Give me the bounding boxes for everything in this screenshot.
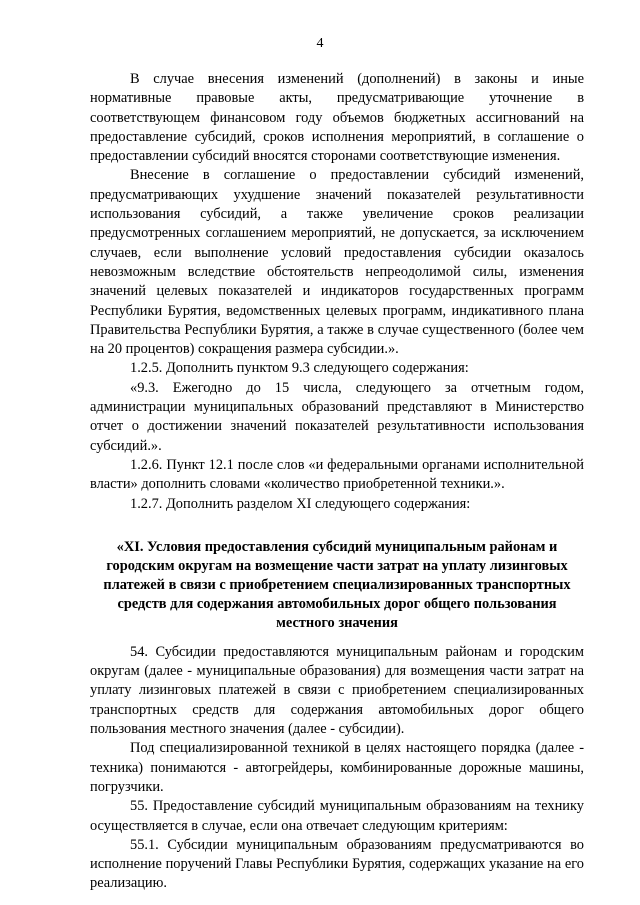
paragraph-item-54: 54. Субсидии предоставляются муниципальным районам и городским округам (далее - муниципальные образования) для возмещения части затрат на уплату лизинговых платежей в связи с приобретением специализированных транспортных средств для содержания автомобильных дорог общего пользования местного значения (далее - субсидии). xyxy=(90,643,584,738)
paragraph-item-1-2-5: 1.2.5. Дополнить пунктом 9.3 следующего содержания: xyxy=(130,360,469,377)
section-heading: «XI. Условия предоставления субсидий муниципальным районам и городским округам на возмещение части затрат на уплату лизинговых платежей в связи с приобретением специализированных транспортных средств для содержания автомобильных дорог общего пользования местного значения xyxy=(103,538,571,631)
paragraph-amendments: В случае внесения изменений (дополнений) в законы и иные нормативные правовые акты, предусматривающие уточнение в соответствующем финансовом году объемов бюджетных ассигнований на предоставление субсидий, сроков исполнения мероприятий, в соглашение о предоставлении субсидий вносятся сторонами соответствующие изменения. xyxy=(90,71,584,165)
paragraph-item-1-2-6: 1.2.6. Пункт 12.1 после слов «и федеральными органами исполнительной власти» дополнить словами «количество приобретенной техники.». xyxy=(90,456,584,493)
paragraph-item-55-1: 55.1. Субсидии муниципальным образованиям предусматриваются во исполнение поручений Главы Республики Бурятия, содержащих указание на его реализацию. xyxy=(90,836,584,892)
paragraph-item-55: 55. Предоставление субсидий муниципальным образованиям на технику осуществляется в случае, если она отвечает следующим критериям: xyxy=(90,798,584,834)
document-body xyxy=(90,70,584,894)
paragraph-equipment-definition: Под специализированной техникой в целях настоящего порядка (далее - техника) понимаются - автогрейдеры, комбинированные дорожные машины, погрузчики. xyxy=(90,740,584,795)
page-number: 4 xyxy=(316,36,324,51)
paragraph-item-1-2-7: 1.2.7. Дополнить разделом XI следующего содержания: xyxy=(130,495,471,512)
paragraph-changes-restriction: Внесение в соглашение о предоставлении субсидий изменений, предусматривающих ухудшение значений показателей результативности использования субсидий, а также увеличение сроков реализации предусмотренных соглашением мероприятий, не допускается, за исключением случаев, если выполнение условий предоставления субсидии оказалось невозможным вследствие обстоятельств непреодолимой силы, изменения значений целевых показателей и индикаторов государственных программ Республики Бурятия, ведомственных целевых программ, индикативного плана Правительства Республики Бурятия, а также в случае существенного (более чем на 20 процентов) сокращения размера субсидии.». xyxy=(90,167,584,358)
paragraph-item-9-3: «9.3. Ежегодно до 15 числа, следующего за отчетным годом, администрации муниципальных образований представляют в Министерство отчет о достижении значений показателей результативности использования субсидий.». xyxy=(90,379,584,454)
